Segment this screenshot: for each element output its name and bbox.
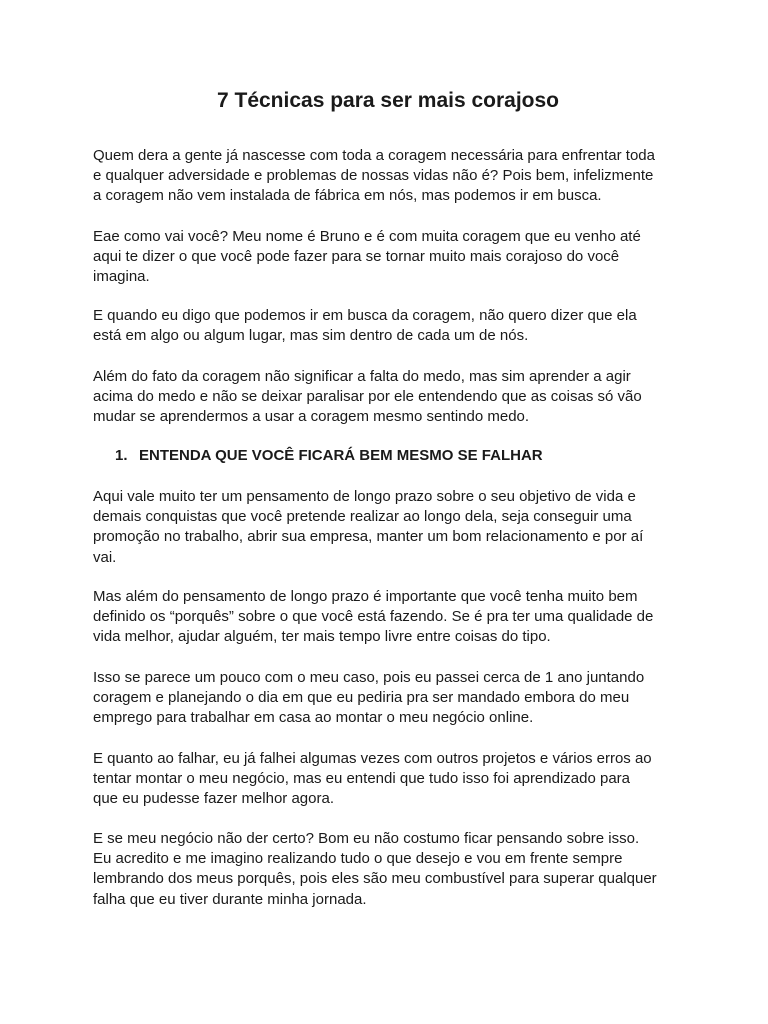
text-line: promoção no trabalho, abrir sua empresa, manter um bom relacionamento e por aí: [93, 528, 644, 546]
text-line: E quando eu digo que podemos ir em busca da coragem, não quero dizer que ela: [93, 307, 637, 324]
section-paragraph-1: [93, 487, 683, 568]
text-line: imagina.: [93, 268, 150, 286]
text-line: acima do medo e não se deixar paralisar por ele entendendo que as coisas só vão: [93, 388, 642, 406]
text-line: Isso se parece um pouco com o meu caso, pois eu passei cerca de 1 ano juntando: [93, 669, 645, 686]
section-paragraph-4: [93, 749, 683, 810]
text-line: Mas além do pensamento de longo prazo é importante que você tenha muito bem: [93, 588, 638, 605]
text-line: vai.: [93, 548, 117, 566]
text-line: E quanto ao falhar, eu já falhei algumas vezes com outros projetos e vários erros ao: [93, 750, 652, 767]
section-heading-text: ENTENDA QUE VOCÊ FICARÁ BEM MESMO SE FALHAR: [139, 447, 543, 464]
intro-paragraph-3: [93, 306, 683, 346]
text-line: definido os “porquês” sobre o que você está fazendo. Se é pra ter uma qualidade de: [93, 608, 654, 626]
text-line: Eu acredito e me imagino realizando tudo o que desejo e vou em frente sempre: [93, 850, 623, 868]
text-line: coragem e planejando o dia em que eu pediria pra ser mandado embora do meu: [93, 689, 630, 707]
text-line: Quem dera a gente já nascesse com toda a coragem necessária para enfrentar toda: [93, 147, 655, 164]
section-number: 1.: [115, 447, 128, 464]
text-line: vida melhor, ajudar alguém, ter mais tempo livre entre coisas do tipo.: [93, 628, 551, 646]
document-page: [93, 0, 683, 1024]
text-line: que eu pudesse fazer melhor agora.: [93, 790, 334, 808]
section-paragraph-3: [93, 668, 683, 729]
intro-paragraph-4: [93, 367, 683, 428]
text-line: E se meu negócio não der certo? Bom eu não costumo ficar pensando sobre isso.: [93, 830, 640, 847]
text-line: Além do fato da coragem não significar a falta do medo, mas sim aprender a agir: [93, 368, 631, 385]
text-line: aqui te dizer o que você pode fazer para se tornar muito mais corajoso do você: [93, 248, 620, 266]
text-line: tentar montar o meu negócio, mas eu entendi que tudo isso foi aprendizado para: [93, 770, 631, 788]
text-line: e qualquer adversidade e problemas de nossas vidas não é? Pois bem, infelizmente: [93, 167, 654, 185]
intro-paragraph-1: [93, 146, 683, 207]
text-line: falha que eu tiver durante minha jornada.: [93, 890, 367, 908]
text-line: Aqui vale muito ter um pensamento de longo prazo sobre o seu objetivo de vida e: [93, 488, 636, 505]
text-line: emprego para trabalhar em casa ao montar o meu negócio online.: [93, 709, 534, 727]
page-title: 7 Técnicas para ser mais corajoso: [216, 89, 560, 112]
text-line: demais conquistas que você pretende realizar ao longo dela, seja conseguir uma: [93, 508, 632, 526]
section-heading: [115, 446, 543, 466]
section-paragraph-5: [93, 829, 683, 910]
text-line: está em algo ou algum lugar, mas sim dentro de cada um de nós.: [93, 327, 529, 345]
text-line: lembrando dos meus porquês, pois eles são meu combustível para superar qualquer: [93, 870, 657, 888]
text-line: mudar se aprendermos a usar a coragem mesmo sentindo medo.: [93, 408, 530, 426]
text-line: Eae como vai você? Meu nome é Bruno e é com muita coragem que eu venho até: [93, 228, 641, 245]
text-line: a coragem não vem instalada de fábrica em nós, mas podemos ir em busca.: [93, 187, 602, 205]
intro-paragraph-2: [93, 227, 683, 288]
section-paragraph-2: [93, 587, 683, 648]
